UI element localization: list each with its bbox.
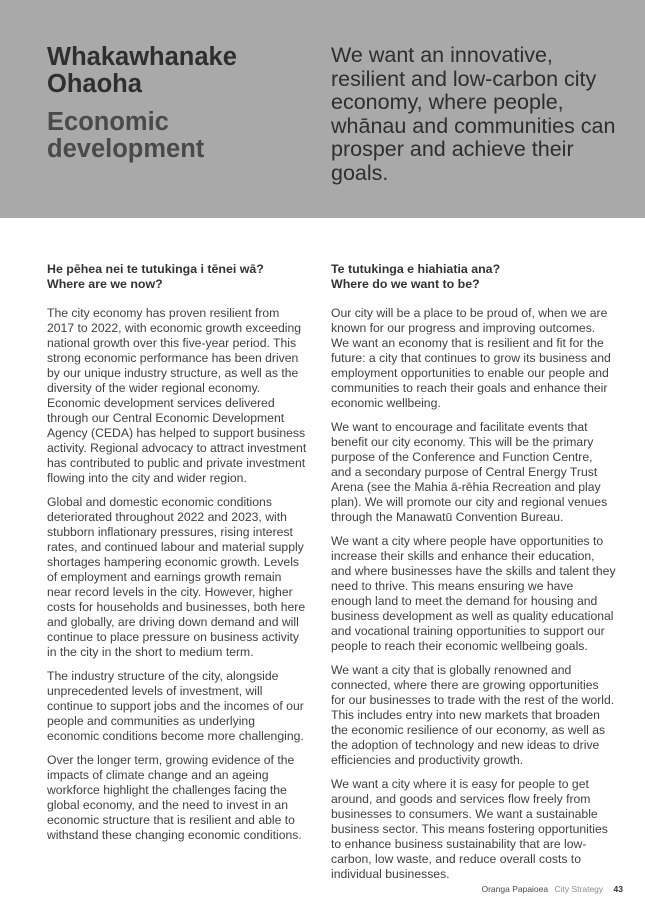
right-column xyxy=(331,262,616,891)
left-paragraph: The city economy has proven resilient from 2017 to 2022, with economic growth exceeding national growth over this five-year period. This strong economic performance has been driven by our unique industry structure, as well as the diversity of the wider regional economy. Economic development services delivered through our Central Economic Development Agency (CEDA) has helped to support business activity. Regional advocacy to attract investment has contributed to public and private investment flowing into the city and wider region. xyxy=(47,306,307,485)
left-column xyxy=(47,262,309,852)
page-title-maori: Whakawhanake Ohaoha xyxy=(47,43,237,98)
left-column-heading xyxy=(47,262,309,292)
right-paragraph: Our city will be a place to be proud of, when we are known for our progress and improving outcomes. We want an economy that is resilient and fit for the future: a city that continues to grow its business and employment opportunities to enable our people and communities to reach their goals and enhance their economic wellbeing. xyxy=(331,306,611,410)
hero-tagline: We want an innovative, resilient and low-carbon city economy, where people, whānau and communities can prosper and achieve their goals. xyxy=(331,43,616,185)
page-footer xyxy=(481,884,623,894)
right-paragraph: We want a city where it is easy for people to get around, and goods and services flow freely from businesses to consumers. We want a sustainable business sector. This means fostering opportunities to enhance business sustainability that are low-carbon, low waste, and reduce overall costs to individual businesses. xyxy=(331,777,608,881)
left-paragraph: Global and domestic economic conditions deteriorated throughout 2022 and 2023, with stubborn inflationary pressures, rising interest rates, and continued labour and material supply shortages hampering economic growth. Levels of employment and earnings growth remain near record levels in the city. However, higher costs for households and businesses, both here and globally, are driving down demand and will continue to place pressure on business activity in the city in the short to medium term. xyxy=(47,495,306,659)
left-paragraph: Over the longer term, growing evidence of the impacts of climate change and an ageing workforce highlight the challenges facing the global economy, and the need to invest in an economic structure that is resilient and able to withstand these changing economic conditions. xyxy=(47,753,302,842)
footer-brand: Oranga Papaioea xyxy=(481,884,549,894)
right-column-heading xyxy=(331,262,616,292)
left-heading-maori: He pēhea nei te tutukinga i tēnei wā? xyxy=(47,262,264,276)
page-title-english: Economic development xyxy=(47,108,205,163)
right-heading-english: Where do we want to be? xyxy=(331,277,480,291)
left-paragraph: The industry structure of the city, alongside unprecedented levels of investment, will continue to support jobs and the incomes of our people and communities as underlying economic conditions become more challenging. xyxy=(47,669,304,743)
right-paragraph: We want a city that is globally renowned and connected, where there are growing opportunities for our businesses to trade with the rest of the world. This includes entry into new markets that broaden the economic resilience of our economy, as well as the adoption of technology and new ideas to drive efficiencies and productivity growth. xyxy=(331,663,615,767)
right-paragraph: We want to encourage and facilitate events that benefit our city economy. This will be the primary purpose of the Conference and Function Centre, and a secondary purpose of Central Energy Trust Arena (see the Mahia ā-rēhia Recreation and play plan). We will promote our city and regional venues through the Manawatū Convention Bureau. xyxy=(331,420,608,524)
right-paragraph: We want a city where people have opportunities to increase their skills and enhance their education, and where businesses have the skills and talent they need to thrive. This means ensuring we have enough land to meet the demand for housing and business development as well as quality educational and vocational training opportunities to support our people to reach their economic wellbeing goals. xyxy=(331,534,616,653)
footer-document-title: City Strategy xyxy=(554,884,604,894)
left-heading-english: Where are we now? xyxy=(47,277,163,291)
hero-title-block xyxy=(47,44,307,163)
page-number: 43 xyxy=(613,884,623,894)
right-heading-maori: Te tutukinga e hiahiatia ana? xyxy=(331,262,501,276)
hero-banner xyxy=(0,0,645,218)
